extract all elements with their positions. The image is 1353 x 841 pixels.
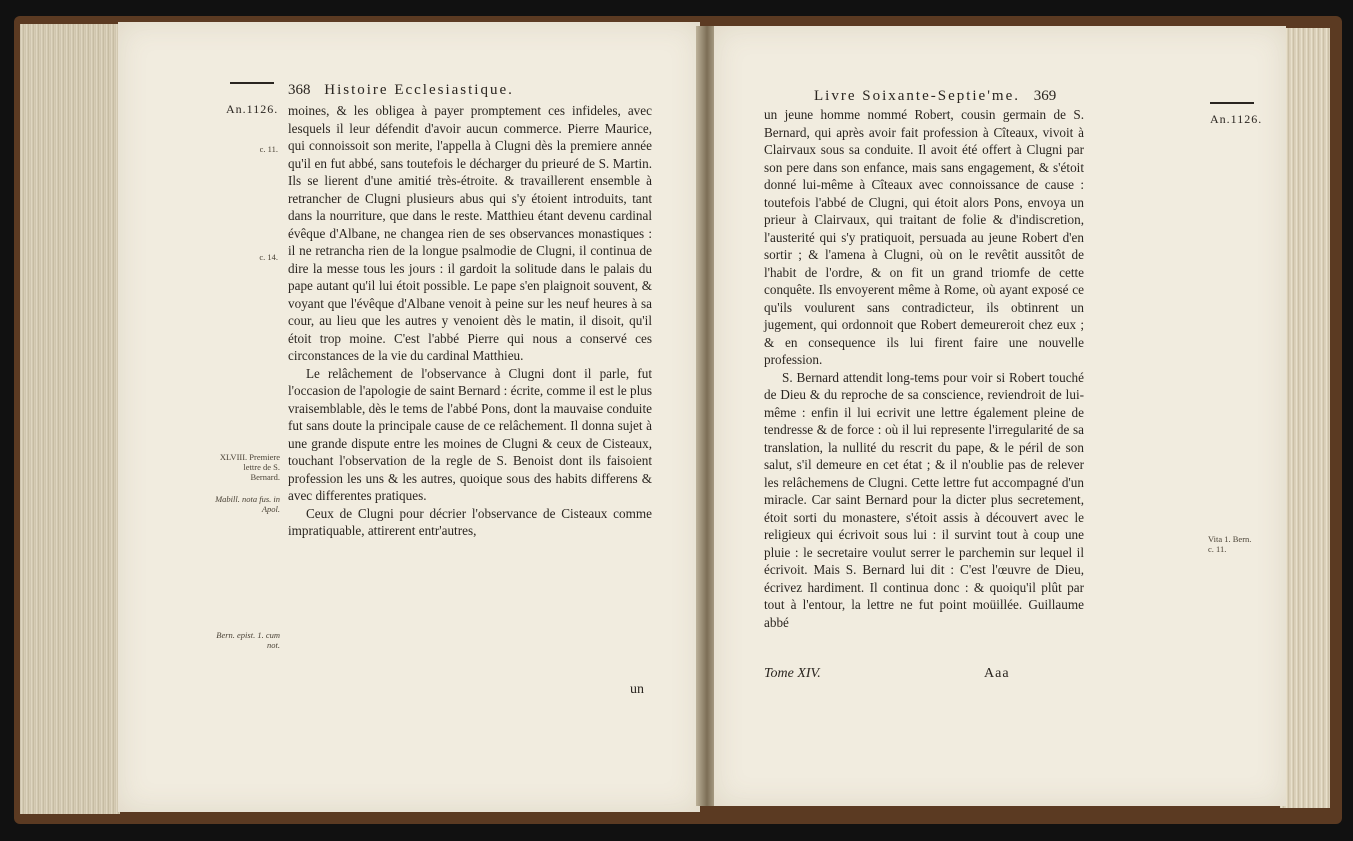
- right-running-title: Livre Soixante-Septie'me.: [814, 88, 1020, 104]
- ornament-rule-right: [1210, 102, 1254, 104]
- margin-note-section: XLVIII. Premiere lettre de S. Bernard.: [219, 452, 280, 482]
- left-running-head: [288, 82, 514, 99]
- left-catchword: un: [630, 682, 644, 697]
- margin-note-mabill: Mabill. nota fus. in Apol.: [215, 494, 280, 514]
- page-edges-left: [20, 24, 120, 814]
- page-edges-right: [1280, 28, 1330, 808]
- ornament-rule: [230, 82, 274, 84]
- right-paragraph-2: S. Bernard attendit long-tems pour voir si Robert touché de Dieu & du reproche de sa conscience, reviendroit de lui-même : enfin il lui ecrivit une lettre également pleine de tendresse & de force : où il lui represente l'irregularité de sa translation, la nullité du rescrit du pape, & le péril de son salut, s'il demeure en cet état ; & il n'oublie pas de relever les relâchemens de Clugni. Cette lettre fut accompagné d'un miracle. Car saint Bernard pour la dicter plus secretement, étoit sorti du monastere, s'étoit assis à découvert avec le religieux qui écrivoit sous lui : il survint tout à coup une pluie : le secretaire voulut serrer le parchemin sur lequel il écrivoit. Mais S. Bernard lui dit : C'est l'œuvre de Dieu, écrivez hardiment. Il continua donc : & quoiqu'il plût par tout à l'entour, la lettre ne fut point moüillée. Guillaume abbé: [764, 369, 1084, 630]
- left-paragraph-3: Ceux de Clugni pour décrier l'observance de Cisteaux comme impratiquable, attirerent entr'autres,: [288, 505, 652, 538]
- right-paragraph-1: un jeune homme nommé Robert, cousin germain de S. Bernard, qui après avoir fait profession à Cîteaux, vivoit à Clairvaux sous sa conduite. Il avoit été offert à Clugni par son pere dans son enfance, mais sans engagement, & s'étoit donné lui-même à Cîteaux avec connoissance de cause : toutefois l'abbé de Clugni, qui étoit alors Pons, envoya un prieur à Clairvaux, qui traitant de folie & d'indiscretion, l'austerité qui s'y pratiquoit, persuada au jeune Robert d'en sortir ; & l'amena à Clugni, où on le revêtit aussitôt de l'habit de l'ordre, & on fit un grand triomfe de cette conquête. Ils envoyerent même à Rome, où ayant exposé ce qu'ils voulurent sans contradicteur, ils obtinrent un jugement, qui ordonnoit que Robert demeureroit chez eux ; & en consequence ils lui firent faire une nouvelle profession.: [764, 107, 1084, 367]
- left-paragraph-1: moines, & les obligea à payer promptement ces infideles, avec lesquels il leur défendit d'avoir aucun commerce. Pierre Maurice, qui connoissoit son merite, l'appella à Clugni dès la premiere année qu'il en fut abbé, sans toutefois le décharger du prieuré de S. Martin. Ils se lierent d'une amitié très-étroite. & travaillerent ensemble à retrancher de Clugni plusieurs abus qui s'y étoient introduits, tant dans la nourriture, que dans le reste. Matthieu étant devenu cardinal évêque d'Albane, ne changea rien de ses observances monastiques : il ne retrancha rien de la longue psalmodie de Clugni, il continua de dire la messe tous les jours : il gardoit la solitude dans le palais du pape autant qu'il lui étoit possible. Le pape s'en plaignoit souvent, & voyant que l'évêque d'Albane venoit à peine sur les neuf heures à sa cour, au lieu que les autres y venoient dès le matin, il disoit, qu'il étoit trop moine. C'est l'abbé Pierre qui nous a conservé ces circonstances de la vie du cardinal Matthieu.: [288, 103, 652, 363]
- right-footer: [764, 666, 1010, 682]
- right-body-text: [764, 106, 1084, 631]
- volume-label: Tome XIV.: [764, 666, 821, 681]
- left-page-number: 368: [288, 82, 311, 98]
- margin-note-vita: Vita 1. Bern. c. 11.: [1208, 534, 1252, 554]
- right-page: [714, 26, 1286, 806]
- left-year-note: An.1126.: [226, 102, 279, 116]
- left-paragraph-2: Le relâchement de l'observance à Clugni dont il parle, fut l'occasion de l'apologie de saint Bernard : écrite, comme il est le plus vraisemblable, dès le tems de l'abbé Pons, dont la mauvaise conduite fut sans doute la principale cause de ce relâchement. Il donna sujet à une grande dispute entre les moines de Clugni & ceux de Cisteaux, touchant l'observation de la regle de S. Benoist dont ils faisoient profession les uns & les autres, quoique sous des habits differens & avec differentes pratiques.: [288, 365, 652, 503]
- right-running-head: [814, 88, 1064, 105]
- margin-note-c11: c. 11.: [259, 144, 278, 154]
- left-running-title: Histoire Ecclesiastique.: [324, 82, 514, 98]
- right-page-number: 369: [1033, 88, 1057, 104]
- left-body-text: [288, 102, 652, 540]
- margin-note-bern: Bern. epist. 1. cum not.: [216, 630, 280, 650]
- signature-mark: Aaa: [984, 666, 1010, 681]
- right-year-note: An.1126.: [1210, 112, 1263, 126]
- margin-note-c14: c. 14.: [259, 252, 278, 262]
- left-page: [118, 22, 700, 812]
